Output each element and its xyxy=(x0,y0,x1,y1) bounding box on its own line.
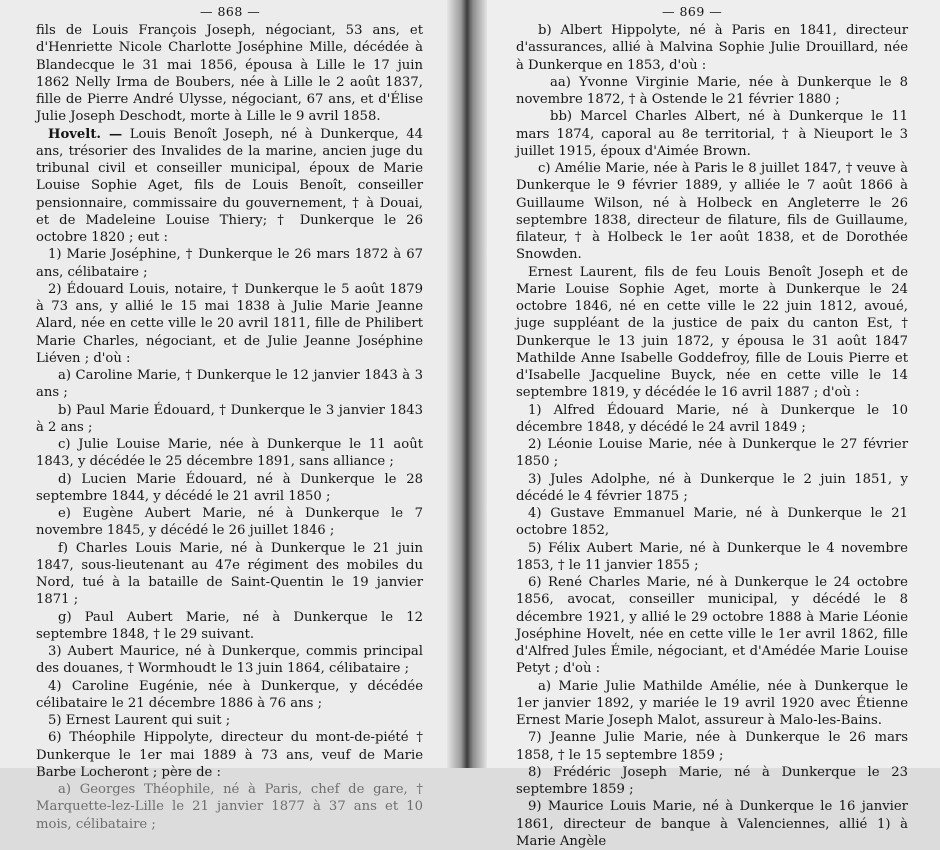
list-item: 4) Gustave Emmanuel Marie, né à Dunkerque le 21 octobre 1852, xyxy=(516,506,908,539)
paragraph: fils de Louis François Joseph, négociant, 53 ans, et d'Henriette Nicole Charlotte Joséphine Mille, décédée à Blandecque le 31 mai 1856, épousa à Lille le 17 juin 1862 Nelly Irma de Boubers, née à Lille le 2 août 1837, fille de Pierre André Ulysse, négociant, 67 ans, et d'Élise Julie Joseph Deschodt, morte à Lille le 9 avril 1858. xyxy=(36,23,423,125)
list-item: g) Paul Aubert Marie, né à Dunkerque le 12 septembre 1848, † le 29 suivant. xyxy=(36,609,423,642)
list-item: a) Georges Théophile, né à Paris, chef de gare, † Marquette-lez-Lille le 21 janvier 1877 à 37 ans et 10 mois, célibataire ; xyxy=(36,782,423,832)
list-item: a) Marie Julie Mathilde Amélie, née à Dunkerque le 1er janvier 1892, y mariée le 19 avril 1920 avec Étienne Ernest Marie Joseph Malot, assureur à Malo-les-Bains. xyxy=(516,678,908,728)
paragraph-text: Louis Benoît Joseph, né à Dunkerque, 44 ans, trésorier des Invalides de la marine, ancien juge du tribunal civil et conseiller municipal, époux de Marie Louise Sophie Aget, fils de Louis Benoît, conseiller pensionnaire, commissaire du gouvernement, † à Douai, et de Madeleine Louise Thiery; † Dunkerque le 26 octobre 1820 ; eut : xyxy=(36,126,424,245)
list-item: d) Lucien Marie Édouard, né à Dunkerque le 28 septembre 1844, y décédé le 21 avril 1850 ; xyxy=(36,471,423,504)
list-item: 3) Aubert Maurice, né à Dunkerque, commis principal des douanes, † Wormhoudt le 13 juin 1864, célibataire ; xyxy=(36,644,423,677)
list-item: 8) Frédéric Joseph Marie, né à Dunkerque le 23 septembre 1859 ; xyxy=(516,764,908,797)
list-item: 2) Léonie Louise Marie, née à Dunkerque le 27 février 1850 ; xyxy=(516,437,908,470)
list-item: 5) Félix Aubert Marie, né à Dunkerque le 4 novembre 1853, † le 11 janvier 1855 ; xyxy=(516,540,908,573)
list-item: c) Julie Louise Marie, née à Dunkerque le 11 août 1843, y décédée le 25 décembre 1891, sans alliance ; xyxy=(36,437,423,470)
list-item: 5) Ernest Laurent qui suit ; xyxy=(48,713,231,728)
paragraph: Ernest Laurent, fils de feu Louis Benoît Joseph et de Marie Louise Sophie Aget, morte à Dunkerque le 24 octobre 1846, né en cette ville le 22 juin 1812, avoué, juge suppléant de la justice de paix du canton Est, † Dunkerque le 13 juin 1872, y épousa le 31 août 1847 Mathilde Anne Isabelle Goddefroy, fille de Louis Pierre et d'Isabelle Jacqueline Buyck, née en cette ville le 14 septembre 1819, y décédée le 16 avril 1887 ; d'où : xyxy=(516,264,908,401)
section-heading: Hovelt. — xyxy=(48,126,123,142)
list-item: 1) Alfred Édouard Marie, né à Dunkerque le 10 décembre 1848, y décédé le 24 avril 1849 ; xyxy=(516,402,908,435)
list-item: a) Caroline Marie, † Dunkerque le 12 janvier 1843 à 3 ans ; xyxy=(36,368,423,401)
list-item: 3) Jules Adolphe, né à Dunkerque le 2 juin 1851, y décédé le 4 février 1875 ; xyxy=(516,471,908,504)
list-item: 6) René Charles Marie, né à Dunkerque le 24 octobre 1856, avocat, conseiller municipal, y décédé le 8 décembre 1921, y allié le 29 octobre 1888 à Marie Léonie Joséphine Hovelt, née en cette ville le 1er avril 1862, fille d'Alfred Jules Émile, négociant, et d'Amédée Marie Louise Petyt ; d'où : xyxy=(516,575,908,677)
page-number-right: — 869 — xyxy=(662,4,723,19)
list-item: aa) Yvonne Virginie Marie, née à Dunkerque le 8 novembre 1872, † à Ostende le 21 février 1880 ; xyxy=(516,74,908,107)
right-page xyxy=(466,0,940,849)
list-item: 9) Maurice Louis Marie, né à Dunkerque le 16 janvier 1861, directeur de banque à Valenciennes, allié 1) à Marie Angèle xyxy=(516,799,908,849)
list-item: 2) Édouard Louis, notaire, † Dunkerque le 5 août 1879 à 73 ans, y allié le 15 mai 1838 à Julie Marie Jeanne Alard, née en cette ville le 20 avril 1811, fille de Philibert Marie Charles, négociant, et de Julie Jeanne Joséphine Liéven ; d'où : xyxy=(36,281,423,366)
left-page xyxy=(0,0,466,832)
list-item: b) Paul Marie Édouard, † Dunkerque le 3 janvier 1843 à 2 ans ; xyxy=(36,402,423,435)
page-number-left: — 868 — xyxy=(200,4,261,19)
right-page-text xyxy=(516,22,908,850)
left-page-text xyxy=(36,22,423,833)
list-item: bb) Marcel Charles Albert, né à Dunkerque le 11 mars 1874, caporal au 8e territorial, † à Nieuport le 3 juillet 1915, époux d'Aimée Brown. xyxy=(516,109,908,159)
list-item: f) Charles Louis Marie, né à Dunkerque le 21 juin 1847, sous-lieutenant au 47e régiment des mobiles du Nord, tué à la bataille de Saint-Quentin le 19 janvier 1871 ; xyxy=(36,540,423,608)
list-item: b) Albert Hippolyte, né à Paris en 1841, directeur d'assurances, allié à Malvina Sophie Julie Drouillard, née à Dunkerque en 1853, d'où : xyxy=(516,23,908,73)
book-gutter xyxy=(447,0,487,768)
list-item: 6) Théophile Hippolyte, directeur du mont-de-piété † Dunkerque le 1er mai 1889 à 73 ans, veuf de Marie Barbe Locheront ; père de : xyxy=(36,730,423,780)
list-item: 4) Caroline Eugénie, née à Dunkerque, y décédée célibataire le 21 décembre 1886 à 76 ans ; xyxy=(36,678,423,711)
paragraph-hovelt xyxy=(36,126,423,247)
list-item: 7) Jeanne Julie Marie, née à Dunkerque le 26 mars 1858, † le 15 septembre 1859 ; xyxy=(516,730,908,763)
list-item: e) Eugène Aubert Marie, né à Dunkerque le 7 novembre 1845, y décédé le 26 juillet 1846 ; xyxy=(36,506,423,539)
list-item: c) Amélie Marie, née à Paris le 8 juillet 1847, † veuve à Dunkerque le 9 février 1889, y alliée le 7 août 1866 à Guillaume Wilson, né à Holbeck en Angleterre le 26 septembre 1838, directeur de filature, fils de Guillaume, filateur, † à Holbeck le 1er août 1838, et de Dorothée Snowden. xyxy=(516,161,908,263)
list-item: 1) Marie Joséphine, † Dunkerque le 26 mars 1872 à 67 ans, célibataire ; xyxy=(36,247,423,280)
